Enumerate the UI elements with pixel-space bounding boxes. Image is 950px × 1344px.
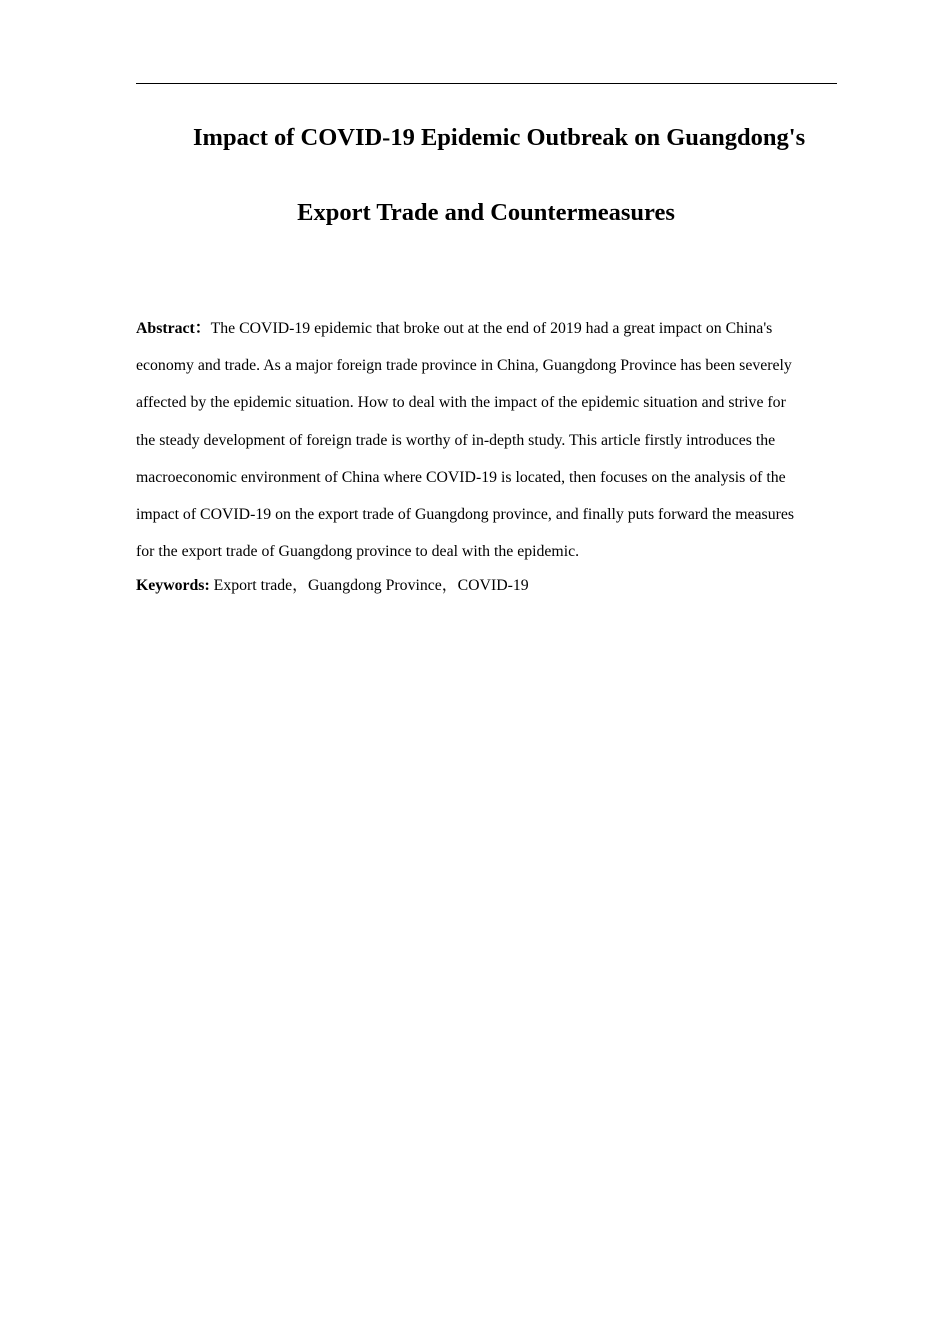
- abstract-line: the steady development of foreign trade is worthy of in-depth study. This article firstly introduces the: [136, 431, 776, 449]
- keywords-text: Export trade，Guangdong Province，COVID-19: [209, 577, 529, 594]
- abstract-line: macroeconomic environment of China where COVID-19 is located, then focuses on the analysis of the: [136, 468, 786, 486]
- abstract-line: impact of COVID-19 on the export trade of Guangdong province, and finally puts forward the measures: [136, 505, 795, 523]
- abstract-line: for the export trade of Guangdong province to deal with the epidemic.: [136, 543, 580, 561]
- keywords-line: [136, 576, 529, 596]
- title-line-1: Impact of COVID-19 Epidemic Outbreak on Guangdong's: [193, 124, 806, 151]
- header-rule: [136, 83, 837, 84]
- abstract-line: affected by the epidemic situation. How to deal with the impact of the epidemic situation and strive for: [136, 394, 786, 412]
- abstract-text: The COVID-19 epidemic that broke out at the end of 2019 had a great impact on China's: [210, 320, 773, 337]
- keywords-label: Keywords:: [136, 577, 210, 594]
- abstract-line: [136, 310, 837, 347]
- abstract-line: economy and trade. As a major foreign trade province in China, Guangdong Province has been severely: [136, 357, 792, 375]
- abstract-label: Abstract：: [136, 320, 211, 337]
- abstract-paragraph: [136, 310, 837, 570]
- title-line-2: Export Trade and Countermeasures: [297, 199, 675, 226]
